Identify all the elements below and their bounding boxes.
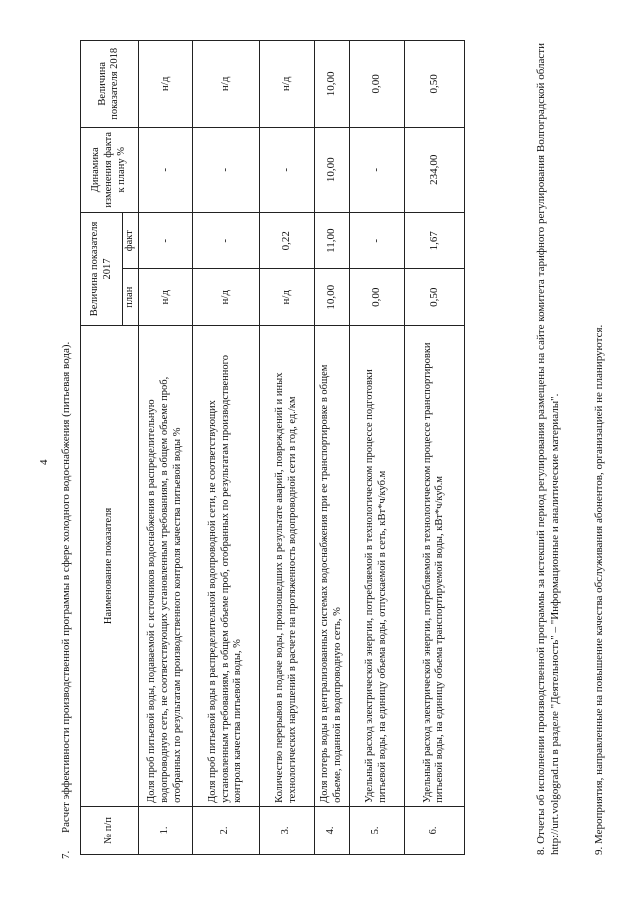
section-number: 7. (60, 850, 72, 859)
row-plan: 10,00 (314, 269, 349, 326)
table-row (349, 41, 404, 855)
row-dynamics: - (138, 127, 192, 212)
note-reports-published: 8. Отчеты об исполнении производственной программы за истекший период регулирования размещены на сайте комитета тарифного регулирования Волгоградской области http://urt.volgograd.ru в разделе "Деятельность" – "Информационные и аналитические материалы". (535, 43, 561, 855)
header-value-2017: Величина показателя 2017 (81, 212, 123, 325)
row-value-2018: 10,00 (314, 41, 349, 128)
page-number: 4 (38, 459, 50, 465)
row-name: Доля проб питьевой воды, подаваемой с источников водоснабжения в распределительную водопроводную сеть, не соответствующих установленным требованиям, в общем объеме проб, отобранных по результатам производственного контроля качества питьевой воды % (138, 325, 192, 806)
row-fact: 1,67 (404, 212, 464, 269)
section-heading (60, 342, 73, 859)
row-plan: н/д (259, 269, 314, 326)
row-plan: 0,50 (404, 269, 464, 326)
row-fact: 0,22 (259, 212, 314, 269)
row-number: 4. (314, 806, 349, 854)
row-plan: 0,00 (349, 269, 404, 326)
row-name: Доля потерь воды в централизованных системах водоснабжения при ее транспортировке в общем объеме, поданной в водопроводную сеть, % (314, 325, 349, 806)
row-name: Количество перерывов в подаче воды, произошедших в результате аварий, повреждений и иных технологических нарушений в расчете на протяженность водопроводной сети в год, ед./км (259, 325, 314, 806)
note-service-quality-measures: 9. Мероприятия, направленные на повышение качества обслуживания абонентов, организацией не планируются. (593, 324, 605, 855)
row-number: 3. (259, 806, 314, 854)
row-dynamics: - (259, 127, 314, 212)
row-value-2018: н/д (259, 41, 314, 128)
table-row (314, 41, 349, 855)
table-row (138, 41, 192, 855)
row-value-2018: 0,00 (349, 41, 404, 128)
row-plan: н/д (192, 269, 259, 326)
header-plan: план (123, 269, 139, 326)
row-dynamics: 234,00 (404, 127, 464, 212)
header-name: Наименование показателя (81, 325, 139, 806)
row-value-2018: н/д (192, 41, 259, 128)
table-row (192, 41, 259, 855)
section-title: Расчет эффективности производственной программы в сфере холодного водоснабжения (питьевая вода). (60, 341, 72, 833)
header-value-2018: Величина показателя 2018 (81, 41, 139, 128)
row-plan: н/д (138, 269, 192, 326)
row-fact: 11,00 (314, 212, 349, 269)
efficiency-table (80, 40, 465, 855)
row-fact: - (138, 212, 192, 269)
row-dynamics: - (349, 127, 404, 212)
row-number: 1. (138, 806, 192, 854)
row-fact: - (349, 212, 404, 269)
row-dynamics: - (192, 127, 259, 212)
table-row (259, 41, 314, 855)
row-name: Доля проб питьевой воды в распределительной водопроводной сети, не соответствующих установленным требованиям, в общем объеме проб, отобранных по результатам производственного контроля качества питьевой воды, % (192, 325, 259, 806)
row-value-2018: н/д (138, 41, 192, 128)
row-fact: - (192, 212, 259, 269)
row-dynamics: 10,00 (314, 127, 349, 212)
header-num: № п/п (81, 806, 139, 854)
table-row (404, 41, 464, 855)
row-number: 5. (349, 806, 404, 854)
header-dynamics: Динамика изменения факта к плану % (81, 127, 139, 212)
row-number: 6. (404, 806, 464, 854)
row-value-2018: 0,50 (404, 41, 464, 128)
header-fact: факт (123, 212, 139, 269)
row-name: Удельный расход электрической энергии, потребляемой в технологическом процессе подготовки питьевой воды, на единицу объема воды, отпускаемой в сеть, кВт*ч/куб.м (349, 325, 404, 806)
row-number: 2. (192, 806, 259, 854)
row-name: Удельный расход электрической энергии, потребляемой в технологическом процессе транспортировки питьевой воды, на единицу объема транспортируемой воды, кВт*ч/куб.м (404, 325, 464, 806)
